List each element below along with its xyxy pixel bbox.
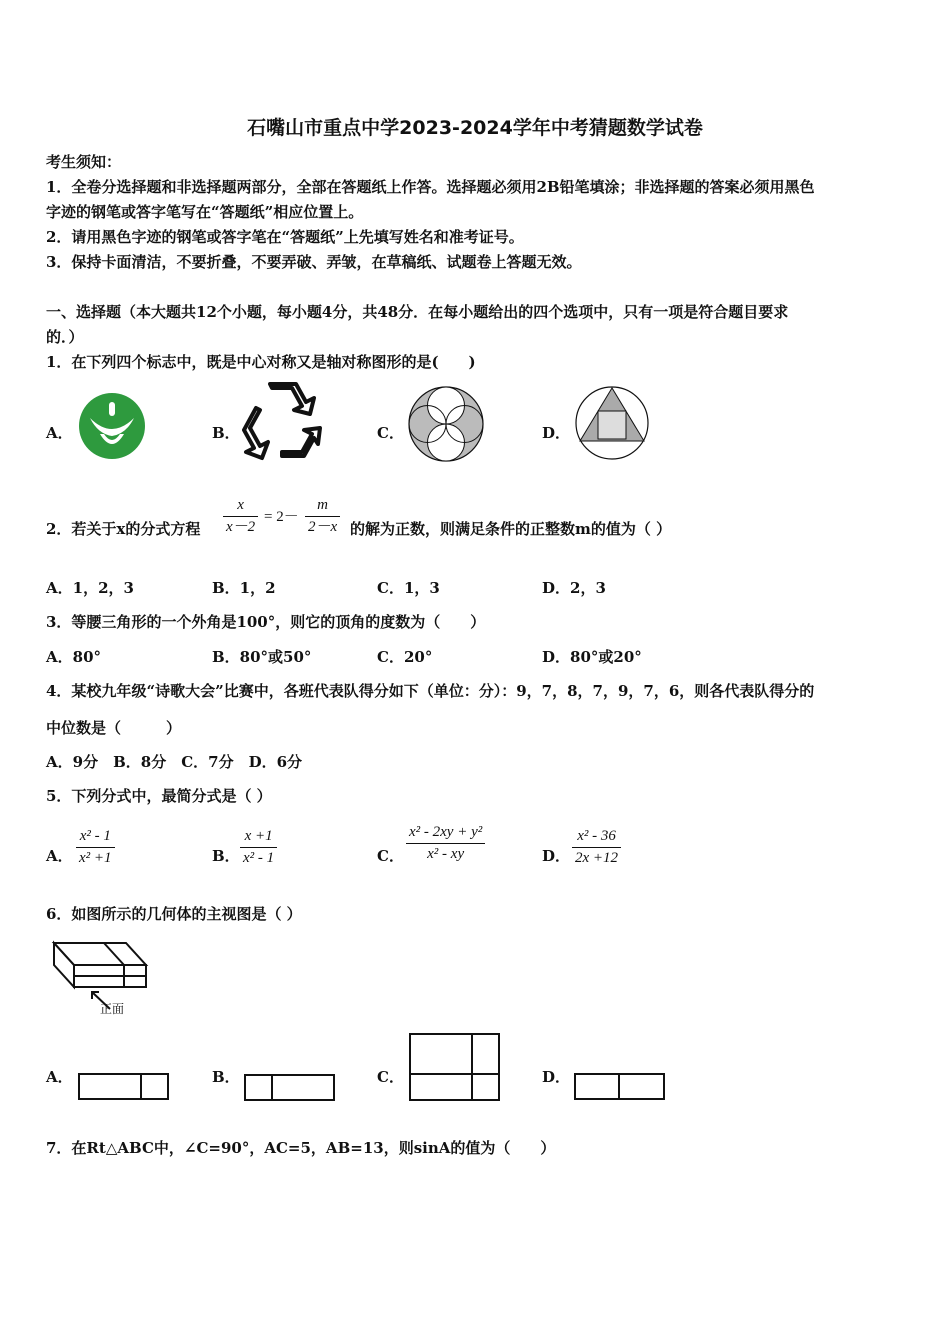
q5-a-denominator: x² +1 [79, 850, 112, 866]
q7-stem: 7．在Rt△ABC中，∠C=90°，AC=5，AB=13，则sinA的值为（ ） [46, 1139, 556, 1157]
q3-option-c: C．20° [377, 648, 433, 666]
q5-b-numerator: x +1 [240, 826, 277, 848]
q1-option-a-label: A． [46, 424, 73, 442]
q5-option-a-fraction [76, 826, 115, 869]
recycle-icon [242, 380, 324, 460]
q2-rhs-fraction [305, 495, 340, 538]
q2-option-b: B．1，2 [212, 579, 276, 597]
q2-stem-suffix: 的解为正数，则满足条件的正整数m的值为（ ） [350, 520, 672, 538]
q5-option-c-label: C． [377, 847, 404, 865]
q6-front-label: 正面 [100, 1002, 125, 1016]
q6-option-a-view [78, 1073, 170, 1101]
q1-option-b-label: B． [212, 424, 240, 442]
q2-rhs-numerator: m [305, 495, 340, 517]
q5-option-d-label: D． [542, 847, 571, 865]
q1-stem: 1．在下列四个标志中，既是中心对称又是轴对称图形的是( ) [46, 353, 476, 371]
q3-option-b: B．80°或50° [212, 648, 312, 666]
q6-option-b-label: B． [212, 1068, 240, 1086]
q4-stem-2: 中位数是（ ） [46, 719, 182, 737]
notice-line-1a: 1．全卷分选择题和非选择题两部分，全部在答题纸上作答。选择题必须用2B铅笔填涂；非选择题的答案必须用黑色 [46, 178, 815, 196]
triangle-square-circle-icon [574, 385, 650, 461]
q2-equals: = 2－ [264, 509, 299, 525]
q6-option-c-label: C． [377, 1068, 404, 1086]
q1-option-d-label: D． [542, 424, 571, 442]
q5-c-denominator: x² - xy [427, 846, 465, 862]
section-heading-1: 一、选择题（本大题共12个小题，每小题4分，共48分．在每小题给出的四个选项中，只有一项是符合题目要求 [46, 303, 789, 321]
q4-options: A．9分 B．8分 C．7分 D．6分 [46, 753, 303, 771]
q5-option-d-fraction [572, 826, 621, 869]
q6-option-d-view [574, 1073, 666, 1101]
q2-lhs-numerator: x [223, 495, 258, 517]
q2-lhs-denominator: x－2 [226, 519, 256, 535]
q5-b-denominator: x² - 1 [243, 850, 275, 866]
notice-line-2: 2．请用黑色字迹的钢笔或答字笔在“答题纸”上先填写姓名和准考证号。 [46, 228, 524, 246]
green-food-logo-icon [76, 390, 148, 462]
q1-option-c-label: C． [377, 424, 404, 442]
notice-line-3: 3．保持卡面清洁，不要折叠，不要弄破、弄皱，在草稿纸、试题卷上答题无效。 [46, 253, 582, 271]
q2-stem-prefix: 2．若关于x的分式方程 [46, 520, 201, 538]
q3-option-a: A．80° [46, 648, 102, 666]
q5-c-numerator: x² - 2xy + y² [406, 822, 485, 844]
notice-line-1b: 字迹的钢笔或答字笔写在“答题纸”相应位置上。 [46, 203, 364, 221]
q5-d-denominator: 2x +12 [575, 850, 619, 866]
q5-d-numerator: x² - 36 [572, 826, 621, 848]
q5-a-numerator: x² - 1 [76, 826, 115, 848]
q2-option-a: A．1，2，3 [46, 579, 134, 597]
page-title: 石嘴山市重点中学2023-2024学年中考猜题数学试卷 [247, 117, 703, 139]
q2-lhs-fraction [223, 495, 258, 538]
q2-option-d: D．2，3 [542, 579, 606, 597]
q3-option-d: D．80°或20° [542, 648, 642, 666]
q2-option-c: C．1，3 [377, 579, 440, 597]
q5-option-b-label: B． [212, 847, 240, 865]
section-heading-2: 的．） [46, 328, 84, 346]
q6-stem: 6．如图所示的几何体的主视图是（ ） [46, 905, 302, 923]
q5-option-c-fraction [406, 822, 485, 865]
q6-option-c-view [409, 1033, 501, 1103]
q6-option-b-view [244, 1074, 336, 1102]
q6-option-d-label: D． [542, 1068, 571, 1086]
q3-stem: 3．等腰三角形的一个外角是100°，则它的顶角的度数为（ ） [46, 613, 486, 631]
q4-stem-1: 4．某校九年级“诗歌大会”比赛中，各班代表队得分如下（单位：分）：9，7，8，7，9，7，6，则各代表队得分的 [46, 682, 815, 700]
four-petal-circle-icon [407, 385, 485, 463]
q6-option-a-label: A． [46, 1068, 73, 1086]
q5-stem: 5．下列分式中，最简分式是（ ） [46, 787, 272, 805]
q5-option-b-fraction [240, 826, 277, 869]
q5-option-a-label: A． [46, 847, 73, 865]
notice-heading: 考生须知： [46, 153, 122, 171]
q2-rhs-denominator: 2－x [308, 519, 338, 535]
